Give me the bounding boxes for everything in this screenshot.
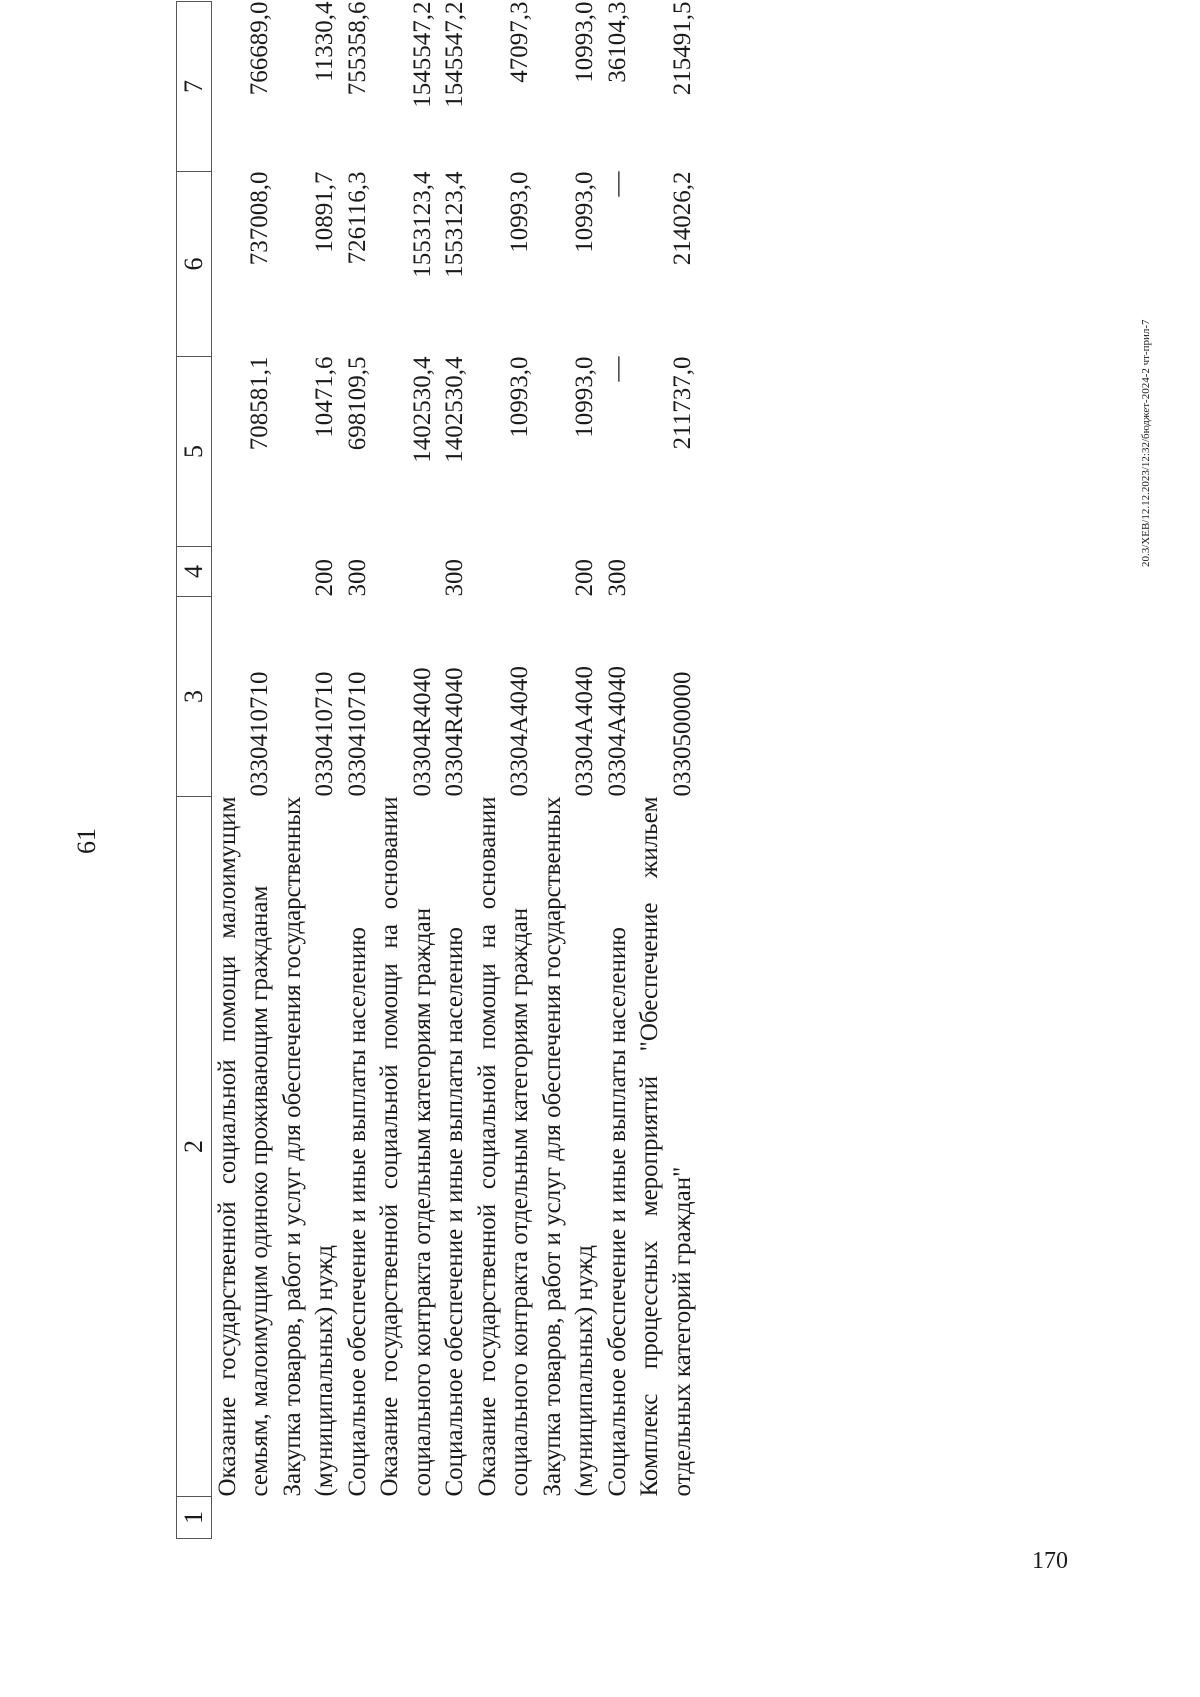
row-name-cell: Социальное обеспечение и иные выплаты населению <box>603 927 631 1497</box>
row-type-cell: 200 <box>311 559 339 597</box>
table-row <box>211 2 277 1539</box>
header-col-4: 4 <box>177 547 212 597</box>
row-code-cell: 0330410710 <box>343 671 371 797</box>
table-header <box>177 2 212 1539</box>
row-type-cell <box>472 547 537 597</box>
row-value-2026-cell: 10993,0 <box>571 1 599 83</box>
sheet-number: 170 <box>1032 1548 1068 1574</box>
row-value-2024-cell: 1402530,4 <box>441 356 469 463</box>
row-code-cell: 03304R4040 <box>408 667 436 797</box>
row-value-2025-cell: 1553123,4 <box>441 171 469 278</box>
table-row <box>537 2 602 1539</box>
row-name-cell: Закупка товаров, работ и услуг для обеспечения государственных (муниципальных) нужд <box>278 796 339 1497</box>
row-code-cell: 03304A4040 <box>506 665 534 797</box>
header-col-1: 1 <box>177 1497 212 1539</box>
header-col-2: 2 <box>177 797 212 1497</box>
row-code-cell: 03304R4040 <box>441 667 469 797</box>
table-row <box>277 2 342 1539</box>
row-col-1-cell <box>211 1497 277 1539</box>
row-value-2025-cell: 1553123,4 <box>408 171 436 278</box>
row-value-2024-cell: 698109,5 <box>343 356 371 451</box>
row-value-2024-cell: 10993,0 <box>506 356 534 438</box>
row-col-1-cell <box>342 1497 375 1539</box>
row-name-cell: Оказание государственной социальной помощи малоимущим семьям, малоимущим одиноко проживающим гражданам <box>213 796 274 1497</box>
row-value-2024-cell: 708581,1 <box>246 356 274 451</box>
row-value-2026-cell: 1545547,2 <box>441 1 469 108</box>
header-col-3: 3 <box>177 597 212 797</box>
row-value-2026-cell: 215491,5 <box>668 1 696 96</box>
table-body <box>211 2 699 1539</box>
row-value-2025-cell: 10993,0 <box>506 171 534 253</box>
row-value-2024-cell: 211737,0 <box>668 356 696 450</box>
row-value-2025-cell: 737008,0 <box>246 171 274 266</box>
table-row <box>602 2 635 1539</box>
row-value-2025-cell: — <box>603 171 631 197</box>
row-type-cell <box>634 547 699 597</box>
row-name-cell: Оказание государственной социальной помощи на основании социального контракта отдельным категориям граждан <box>376 796 436 1497</box>
row-value-2026-cell: 11330,4 <box>311 1 339 82</box>
row-col-1-cell <box>537 1497 602 1539</box>
row-name-cell: Комплекс процессных мероприятий "Обеспечение жильем отдельных категорий граждан" <box>636 796 696 1497</box>
row-value-2024-cell: 10471,6 <box>311 356 339 438</box>
row-col-1-cell <box>374 1497 439 1539</box>
row-col-1-cell <box>602 1497 635 1539</box>
header-col-5: 5 <box>177 357 212 547</box>
row-value-2026-cell: 36104,3 <box>603 1 631 83</box>
row-value-2025-cell: 10891,7 <box>311 171 339 253</box>
row-value-2025-cell: 726116,3 <box>343 171 371 265</box>
row-col-1-cell <box>634 1497 699 1539</box>
row-value-2024-cell: 1402530,4 <box>408 356 436 463</box>
row-type-cell: 200 <box>571 559 599 597</box>
footer-code: 20.3/ХЕВ/12.12.2023/12:32/бюджет-2024-2 чт-прил-7 <box>1140 319 1152 567</box>
row-value-2024-cell: 10993,0 <box>571 356 599 438</box>
row-value-2026-cell: 766689,0 <box>246 1 274 96</box>
row-value-2026-cell: 47097,3 <box>506 1 534 83</box>
row-name-cell: Социальное обеспечение и иные выплаты населению <box>441 927 469 1497</box>
row-type-cell: 300 <box>603 559 631 597</box>
row-type-cell <box>211 547 277 597</box>
row-value-2025-cell: 214026,2 <box>668 171 696 266</box>
table-row <box>374 2 439 1539</box>
row-type-cell <box>374 547 439 597</box>
row-type-cell: 300 <box>343 559 371 597</box>
row-code-cell: 0330410710 <box>246 671 274 797</box>
table-row <box>439 2 472 1539</box>
header-col-6: 6 <box>177 172 212 357</box>
table-row <box>342 2 375 1539</box>
row-value-2026-cell: 755358,6 <box>343 1 371 96</box>
table-row <box>634 2 699 1539</box>
row-col-1-cell <box>472 1497 537 1539</box>
row-col-1-cell <box>277 1497 342 1539</box>
row-name-cell: Социальное обеспечение и иные выплаты населению <box>343 927 371 1497</box>
row-name-cell: Закупка товаров, работ и услуг для обеспечения государственных (муниципальных) нужд <box>538 796 599 1497</box>
row-col-1-cell <box>439 1497 472 1539</box>
table-row <box>472 2 537 1539</box>
row-value-2026-cell: 1545547,2 <box>408 1 436 108</box>
page-number: 61 <box>72 828 101 854</box>
row-type-cell: 300 <box>441 559 469 597</box>
row-code-cell: 03304A4040 <box>603 665 631 797</box>
header-col-7: 7 <box>177 2 212 172</box>
row-code-cell: 0330500000 <box>668 671 696 797</box>
row-code-cell: 03304A4040 <box>571 665 599 797</box>
row-name-cell: Оказание государственной социальной помощи на основании социального контракта отдельным категориям граждан <box>473 796 534 1497</box>
budget-table <box>176 1 699 1539</box>
row-value-2024-cell: — <box>603 356 631 382</box>
row-code-cell: 0330410710 <box>311 671 339 797</box>
row-value-2025-cell: 10993,0 <box>571 171 599 253</box>
